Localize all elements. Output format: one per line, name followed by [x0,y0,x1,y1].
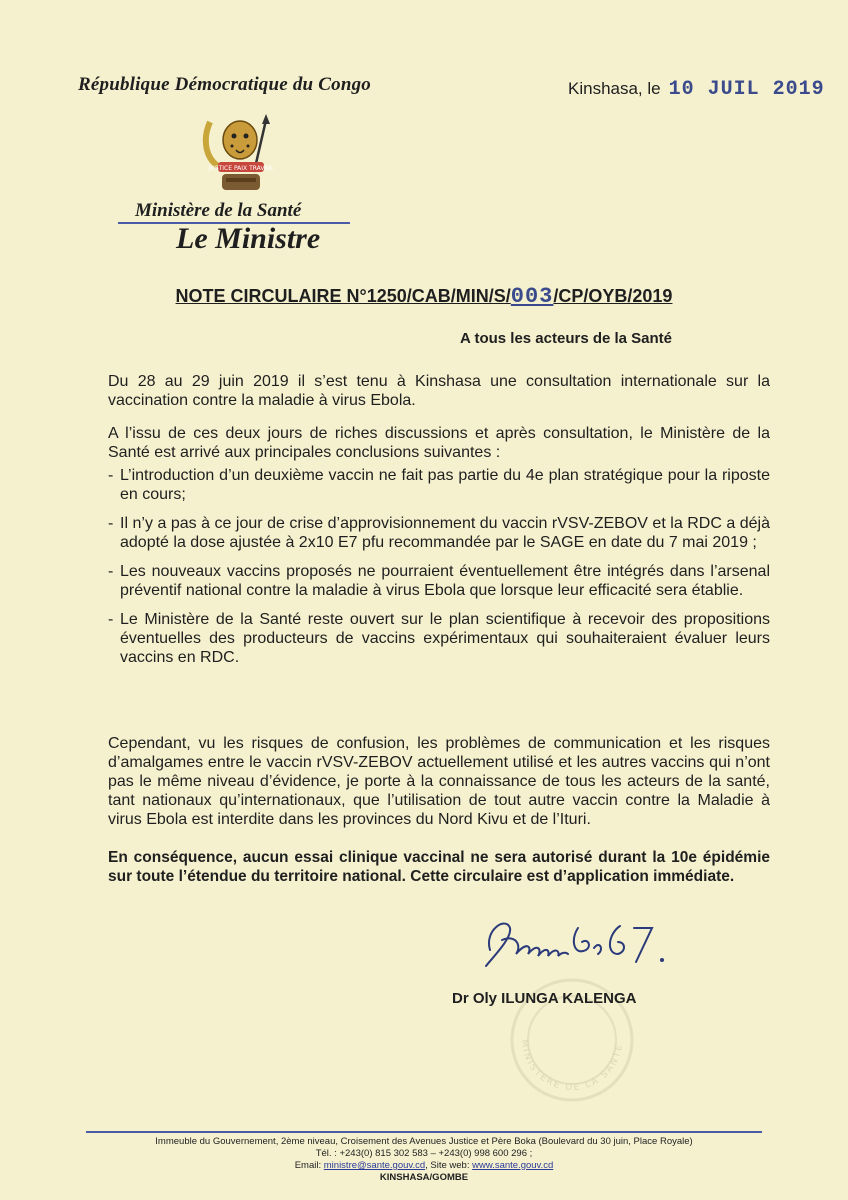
svg-text:MINISTERE DE LA SANTE [519,1039,625,1093]
stamp-date: 10 JUIL 2019 [668,78,825,101]
paragraph-ban: Cependant, vu les risques de confusion, les problèmes de communication et les risques d’amalgames entre le vaccin rVSV-ZEBOV actuellement utilisé et les autres vaccins qui n’ont pas le même niveau d’évidence, je porte à la connaissance de tous les acteurs de la santé, tant nationaux qu’internationaux, que l’utilisation de tout autre vaccin contre la Maladie à virus Ebola est interdite dans les provinces du Nord Kivu et de l’Ituri. [108,735,770,828]
list-item: - L’introduction d’un deuxième vaccin ne fait pas partie du 4e plan stratégique pour la riposte en cours; [108,466,770,504]
coat-of-arms-emblem [196,110,286,196]
paragraph-intro: Du 28 au 29 juin 2019 il s’est tenu à Kinshasa une consultation internationale sur la vaccination contre la maladie à virus Ebola. [108,373,770,409]
republic-heading: République Démocratique du Congo [78,74,372,95]
title-number: 003 [510,284,554,309]
paragraph-consequence: En conséquence, aucun essai clinique vaccinal ne sera autorisé durant la 10e épidémie sur toute l’étendue du territoire national. Cette circulaire est d’application immédiate. [108,849,770,885]
list-item: - Il n’y a pas à ce jour de crise d’approvisionnement du vaccin rVSV-ZEBOV et la RDC a déjà adopté la dose ajustée à 2x10 E7 pfu recommandée par le SAGE en date du 7 mai 2019 ; [108,514,770,552]
seal-text: MINISTERE DE LA SANTE [518,1039,625,1094]
handwritten-signature [476,910,706,976]
list-item: - Les nouveaux vaccins proposés ne pourraient éventuellement être intégrés dans l’arsenal préventif national contre la maladie à virus Ebola que lorsque leur efficacité sera établie. [108,562,770,600]
website-link[interactable]: www.sante.gouv.cd [472,1160,554,1171]
addressee: A tous les acteurs de la Santé [460,330,673,347]
place-date [568,78,825,101]
circular-title [0,284,848,309]
email-label: Email: [294,1160,322,1171]
footer-city: KINSHASA/GOMBE [379,1172,469,1183]
minister-heading: Le Ministre [176,222,321,255]
footer-contact-line [86,1160,762,1172]
footer-phone-line: Tél. : +243(0) 815 302 583 – +243(0) 998 600 296 ; [315,1148,533,1159]
title-suffix: /CP/OYB/2019 [553,286,673,306]
emblem-banner-text: JUSTICE PAIX TRAVAIL [208,165,274,172]
signatory-name: Dr Oly ILUNGA KALENGA [452,990,637,1007]
site-label: , Site web: [425,1160,470,1171]
footer-address-line: Immeuble du Gouvernement, 2ème niveau, Croisement des Avenues Justice et Père Boka (Boulevard du 30 juin, Place Royale) [155,1136,693,1147]
title-prefix: NOTE CIRCULAIRE N°1250/CAB/MIN/S/ [175,286,511,306]
list-item: - Le Ministère de la Santé reste ouvert sur le plan scientifique à recevoir des propositions éventuelles des producteurs de vaccins expérimentaux qui souhaiteraient évaluer leurs vaccins en RDC. [108,610,770,667]
ministry-name: Ministère de la Santé [135,200,302,221]
place-prefix: Kinshasa, le [568,79,661,98]
conclusions-list [108,466,770,677]
footer-divider [86,1131,762,1133]
paragraph-conclusions: A l’issu de ces deux jours de riches discussions et après consultation, le Ministère de la Santé est arrivé aux principales conclusions suivantes : [108,425,770,461]
email-link[interactable]: ministre@sante.gouv.cd [323,1160,426,1171]
footer-address [86,1136,762,1184]
